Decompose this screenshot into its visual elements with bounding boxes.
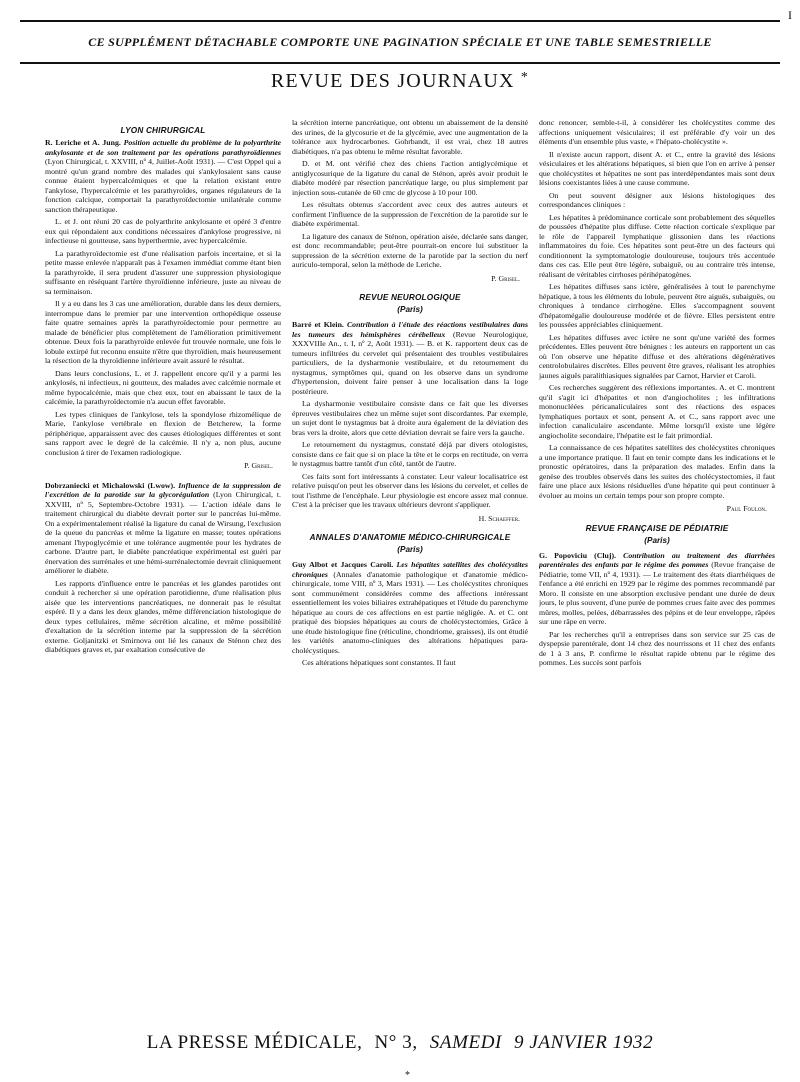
article-lead <box>292 320 528 396</box>
article-authors: Barré et Klein. <box>292 320 344 329</box>
article-paragraph: Il n'existe aucun rapport, disent A. et C., entre la gravité des lésions vésiculaires et les altérations hépatiques, si bien que l'on en arrive à penser que cholécystites et hépatites ne sont pas interdépendantes mais sont deux lésions coexistantes liées à une cause commune. <box>539 149 775 187</box>
article-signature: H. Schaeffer. <box>478 513 520 523</box>
page-marker: I <box>788 8 792 22</box>
article-paragraph: Les hépatites diffuses sans ictère, généralisées à tout le parenchyme hépatique, à tous les éléments du lobule, peuvent être aiguës, subaiguës, ou chroniques à tendance cirrhogène. Elles s'accompagnent souvent d'hépatomégalie douloureuse modérée et de fièvre. Elles persistent entre les poussées appréciables cliniquement. <box>539 282 775 329</box>
article <box>45 138 281 471</box>
article-paragraph: (Lyon Chirurgical, t. XXVIII, nº 4, Juillet-Août 1931). — C'est Oppel qui a montré qu'un grand nombre des malades qui s'ankylosaient sans cause connue étaient hypercalcémiques et que la relation existant entre l'ankylose, l'hypercalcémie et les parathyroïdes, organes régulateurs de la fonction calcique, comportait la parathyroïdectomie unilatérale comme sanction thérapeutique. <box>45 157 281 214</box>
column-1 <box>45 118 281 1028</box>
article <box>292 320 528 523</box>
article-paragraph: La dysharmonie vestibulaire consiste dans ce fait que les diverses épreuves vestibulaires chez un même sujet sont discordantes. Par exemple, un sujet dont le nystagmus bat à droite aura également de la déviation des bras vers la droite, alors que cette déviation devrait se faire vers la gauche. <box>292 399 528 437</box>
page-footer <box>0 1032 800 1054</box>
article <box>292 560 528 668</box>
article-lead <box>292 560 528 655</box>
journal-title-text: REVUE DES JOURNAUX <box>270 70 515 92</box>
article-authors: Dobrzaniecki et Michalowski (Lwow). <box>45 480 176 490</box>
article-paragraph: Ces faits sont fort intéressants à constater. Leur valeur localisatrice est relative puisqu'on peut les observer dans les lésions du cervelet, et celles de tout l'isthme de l'encéphale. Leur physiologie est encore assez mal connue. C'est à la préciser que les travaux ultérieurs devront s'appliquer. <box>292 471 528 509</box>
column-2 <box>292 118 528 1028</box>
journal-title <box>0 70 800 93</box>
article-paragraph: Les types cliniques de l'ankylose, tels la spondylose rhizomélique de Marie, l'ankylose vertébrale en flexion de Betcherew, la forme périphérique, apparaissent avec des causes étiologiques différentes et sont sans rapport avec le degré de la calcémie. Il n'y a, non plus, aucune conclusion à tirer de l'examen radiologique. <box>45 409 281 457</box>
article-paragraph: Les résultats obtenus s'accordent avec ceux des autres auteurs et confirment l'influence de la suppression de l'excrétion de la parotide sur le diabète expérimental. <box>292 200 528 228</box>
article-paragraph: On peut souvent désigner aux lésions histologiques des correspondances cliniques : <box>539 190 775 209</box>
article-paragraph: (Revue Neurologique, XXXVIIIe An., t. I, nº 2, Août 1931). — B. et K. rapportent deux cas de tumeurs infiltrées du cervelet qui présentaient des troubles vestibulaires particuliers, de la dysharmonie vestibulaire, et du retournement du nystagmus, symptômes qui, quand on les observe dans un syndrome d'hypertension, doivent faire penser à une localisation dans la loge postérieure. <box>292 329 528 396</box>
article-paragraph: Ces altérations hépatiques sont constantes. Il faut <box>302 658 456 667</box>
article-paragraph: D. et M. ont vérifié chez des chiens l'action antiglycémique et antiglycosurique de la ligature du canal de Sténon, après avoir produit le diabète modéré par résection pancréatique large, ou plus simplement par injection sous-cutanée de 60 cmc de glycose à 10 pour 100. <box>292 159 528 197</box>
article-title: Contribution au traitement des diarrhées parentérales des enfants par le régime des pommes <box>539 550 775 569</box>
article-title: Les hépatites satellites des cholécystites chroniques <box>292 560 528 579</box>
article-continuation <box>292 118 528 283</box>
footer-issue: N° 3, <box>374 1032 418 1053</box>
article-paragraph: Les rapports d'influence entre le pancréas et les glandes parotides ont conduit à rechercher si une opération parotidienne, d'une réalisation plus aisée que les interventions pancréatiques, ne donnerait pas le résultat espéré. Il y a dans les deux glandes, même différenciation histologique de deux types cellulaires, même sécrétion alcaline, et même possibilité d'exaltation de la sécrétion interne par la suppression de la sécrétion externe. Goljanitzki et Smirnova ont lié les canaux de Sténon chez des diabétiques graves et, par exaltation consécutive de <box>45 578 281 654</box>
article <box>45 481 281 655</box>
article-lead <box>539 551 775 627</box>
section-header: REVUE NEUROLOGIQUE <box>359 293 461 302</box>
supplement-banner-text: CE SUPPLÉMENT DÉTACHABLE COMPORTE UNE PAGINATION SPÉCIALE ET UNE TABLE SEMESTRIELLE <box>88 34 712 49</box>
article-paragraph: Par les recherches qu'il a entreprises dans son service sur 25 cas de dyspepsie parentérale, dont 14 chez des nourrissons et 11 chez des enfants de 1 à 3 ans, P. confirme le résultat rapide obtenu par le régime des pommes. Les succès sont parfois <box>539 629 775 667</box>
footer-publication: LA PRESSE MÉDICALE, <box>146 1032 363 1053</box>
article-title: Position actuelle du problème de la polyarthrite ankylosante et de son traitement par les opérations parathyroïdiennes <box>45 138 281 157</box>
section-header: REVUE FRANÇAISE DE PÉDIATRIE <box>585 523 729 533</box>
article-title: Contribution à l'étude des réactions vestibulaires dans les tumeurs des hémisphères cérébelleux <box>292 320 528 339</box>
article-signature: P. Grisel. <box>491 273 520 283</box>
article-paragraph: Les hépatites diffuses avec ictère ne sont qu'une variété des formes précédentes. Elles peuvent être bénignes : les auteurs en rapportent un cas où l'on observe une hépatite diffuse et des altérations dégénératives centrolobulaires discrètes. Elles peuvent être graves, réalisant les atrophies jaunes aiguës paralithiasiques signalées par Carnot, Harvier et Caroli. <box>539 332 775 380</box>
article-paragraph: (Lyon Chirurgical, t. XXVIII, nº 5, Septembre-Octobre 1931). — L'action idéale dans le traitement chirurgical du diabète devrait porter sur le pancréas lui-même. On a expérimentalement réalisé la ligature du canal de Wirsung, l'exclusion de la queue du pancréas et même la ligature en masse; toutes opérations amenant l'hypoglycémie et une tolérance augmentée pour les hydrates de carbone. D'autre part, le diabète pancréatique expérimental est guéri par énervation des surrénales et une hémi-surrénalectomie devrait cliniquement améliorer le diabète. <box>45 490 281 575</box>
section-subheader: (Paris) <box>644 535 670 545</box>
footer-date: 9 JANVIER 1932 <box>513 1032 654 1053</box>
article-signature: Paul Foulon. <box>726 504 767 513</box>
section-subheader: (Paris) <box>397 545 423 554</box>
section-header: ANNALES D'ANATOMIE MÉDICO-CHIRURGICALE <box>309 533 511 542</box>
article-paragraph: La ligature des canaux de Sténon, opération aisée, déclarée sans danger, est donc recommandable; peut-être pourrait-on encore lui substituer la suppression de la sécrétion externe de la parotide par la section du nerf auriculo-temporal, selon la méthode de Leriche. <box>292 231 528 269</box>
article <box>539 551 775 668</box>
article-paragraph: La parathyroïdectomie est d'une réalisation parfois incertaine, et si la petite masse enlevée n'apparaît pas à l'examen immédiat comme étant bien la parathyroïde, il sera prudent d'assurer une suppression physiologique suffisante en réséquant l'artère thyroïdienne inférieure, juste au niveau de sa terminaison. <box>45 248 281 296</box>
article-paragraph: (Revue française de Pédiatrie, tome VII, nº 4, 1931). — Le traitement des états diarrhéiques de l'enfance a été enrichi en 1929 par le régime des pommes recommandé par Moro. Il consiste en une absorption exclusive pendant une durée de deux jours, le plus souvent, d'une purée de pommes crues faite avec des pommes mûres, molles, pelées, débarrassées des pépins et de leur enveloppe, râpées sur une râpe en verre. <box>539 560 775 626</box>
article-lead <box>45 481 281 576</box>
article-signature: P. Grisel. <box>244 461 273 470</box>
article-title: Influence de la suppression de l'excrétion de la parotide sur la glycorégulation <box>45 480 281 499</box>
column-3 <box>539 118 775 1028</box>
footer-day: SAMEDI <box>429 1032 502 1053</box>
article-paragraph: Le retournement du nystagmus, constaté déjà par divers otologistes, consiste dans ce fait que si on place la tête et le corps en rectitude, on verra le nystagmus battre tantôt d'un côté, tantôt de l'autre. <box>292 440 528 468</box>
article-paragraph: Dans leurs conclusions, L. et J. rappellent encore qu'il y a parmi les ankylosés, ni infectieux, ni goutteux, des malades avec calcémie normale et même hypocalcémie, mais que chez eux, tout en abaissant le taux de la calcémie, la parathyroïdectomie n'a aucun effet favorable. <box>45 368 281 406</box>
article-authors: Guy Albot et Jacques Caroli. <box>292 560 394 569</box>
bottom-asterisk: * <box>405 1070 410 1081</box>
article-paragraph: la sécrétion interne pancréatique, ont obtenu un abaissement de la densité des urines, de la glycosurie et de la glycémie, avec une augmentation de la tolérance aux hydrocarbones. Gohrbandt, il est vrai, chez 18 autres diabétiques, n'a pas obtenu le même résultat favorable. <box>292 118 528 156</box>
article-authors: R. Leriche et A. Jung. <box>45 138 121 147</box>
article-authors: G. Popoviciu (Cluj). <box>539 550 617 560</box>
article-columns <box>45 118 775 1028</box>
article-paragraph: Il y a eu dans les 3 cas une amélioration, durable dans les deux derniers, interrompue dans le premier par une intervention orthopédique osseuse faite quatre semaines après la parathyroïdectomie pour permettre au malade de bénéficier plus complètement de l'amélioration primitivement obtenue. Deux fois la parathyroïde enlevée fut trouvée normale, une fois le lobule extirpé fut reconnu ensuite n'être que thyroïdien, mais heureusement la résection de la thyroïdienne inférieure avait assuré le résultat. <box>45 299 281 365</box>
article-paragraph: donc renoncer, semble-t-il, à considérer les cholécystites comme des affections uniquement vésiculaires; il est préférable d'y voir un des éléments d'un ensemble plus vaste, « l'hépato-cholécystite ». <box>539 118 775 146</box>
supplement-banner <box>20 20 780 64</box>
article-paragraph: La connaissance de ces hépatites satellites des cholécystites chroniques a une importance pratique. Il faut en tenir compte dans les indications et le pronostic opératoires, dans la préparation des malades. Enfin dans la genèse des troubles observés dans les suites des cholécystectomies, il faut faire une place aux lésions résiduelles d'une hépatite qui peut continuer à évoluer au moins un certain temps pour son propre compte. <box>539 443 775 500</box>
title-asterisk: * <box>520 70 530 85</box>
section-subheader: (Paris) <box>397 305 423 314</box>
article-paragraph: L. et J. ont réuni 20 cas de polyarthrite ankylosante et opéré 3 d'entre eux qui répondaient aux conditions nécessaires d'ankylose progressive, ni infectieuse ni goutteuse, sans hyperthermie, avec hypercalcémie. <box>45 217 281 245</box>
article-paragraph: Les hépatites à prédominance corticale sont probablement des séquelles de poussées d'hépatite plus diffuse. Cette réaction corticale s'explique par le rôle de l'appareil lymphatique glissonien dans les réactions inflammatoires du foie. Ces hépatites sont peut-être un des facteurs qui conditionnent la symptomatologie douloureuse, toujours très accentuée dans ces cas. Elle peut être légère, subaiguë, ou au contraire très intense, réalisant de véritables cirrhoses périhépatogènes. <box>539 212 775 279</box>
article-lead <box>45 138 281 214</box>
section-header: LYON CHIRURGICAL <box>120 126 206 135</box>
article-continuation <box>539 118 775 514</box>
article-paragraph: (Annales d'anatomie pathologique et d'anatomie médico-chirurgicale, tome VIII, nº 3, Mars 1931). — Les cholécystites chroniques sont communément considérées comme des affections intéressant essentiellement les voies biliaires extrahépatiques et l'étude du parenchyme hépatique au cours de ces affections en est partie négligée. A. et C. ont pratiqué des biopsies hépatiques au cours de cholécystectomies, Grâce à une étude histologique fine (réticuline, chondriome, graisses), ils ont étudié les variétés anatomo-cliniques des altérations hépatiques para-cholécystiques. <box>292 569 528 655</box>
article-paragraph: Ces recherches suggèrent des réflexions importantes. A. et C. montrent qu'il s'agit ici d'hépatites et non d'angiocholites ; les infiltrations mononucléées péricanaliculaires sont des réactions des espaces lymphatiques portaux et sont, pensent A. et C., sans rapport avec une infection canaliculaire ascendante. Même lorsqu'il existe une légère angiocholite secondaire, l'hépatite est le fait primordial. <box>539 383 775 440</box>
